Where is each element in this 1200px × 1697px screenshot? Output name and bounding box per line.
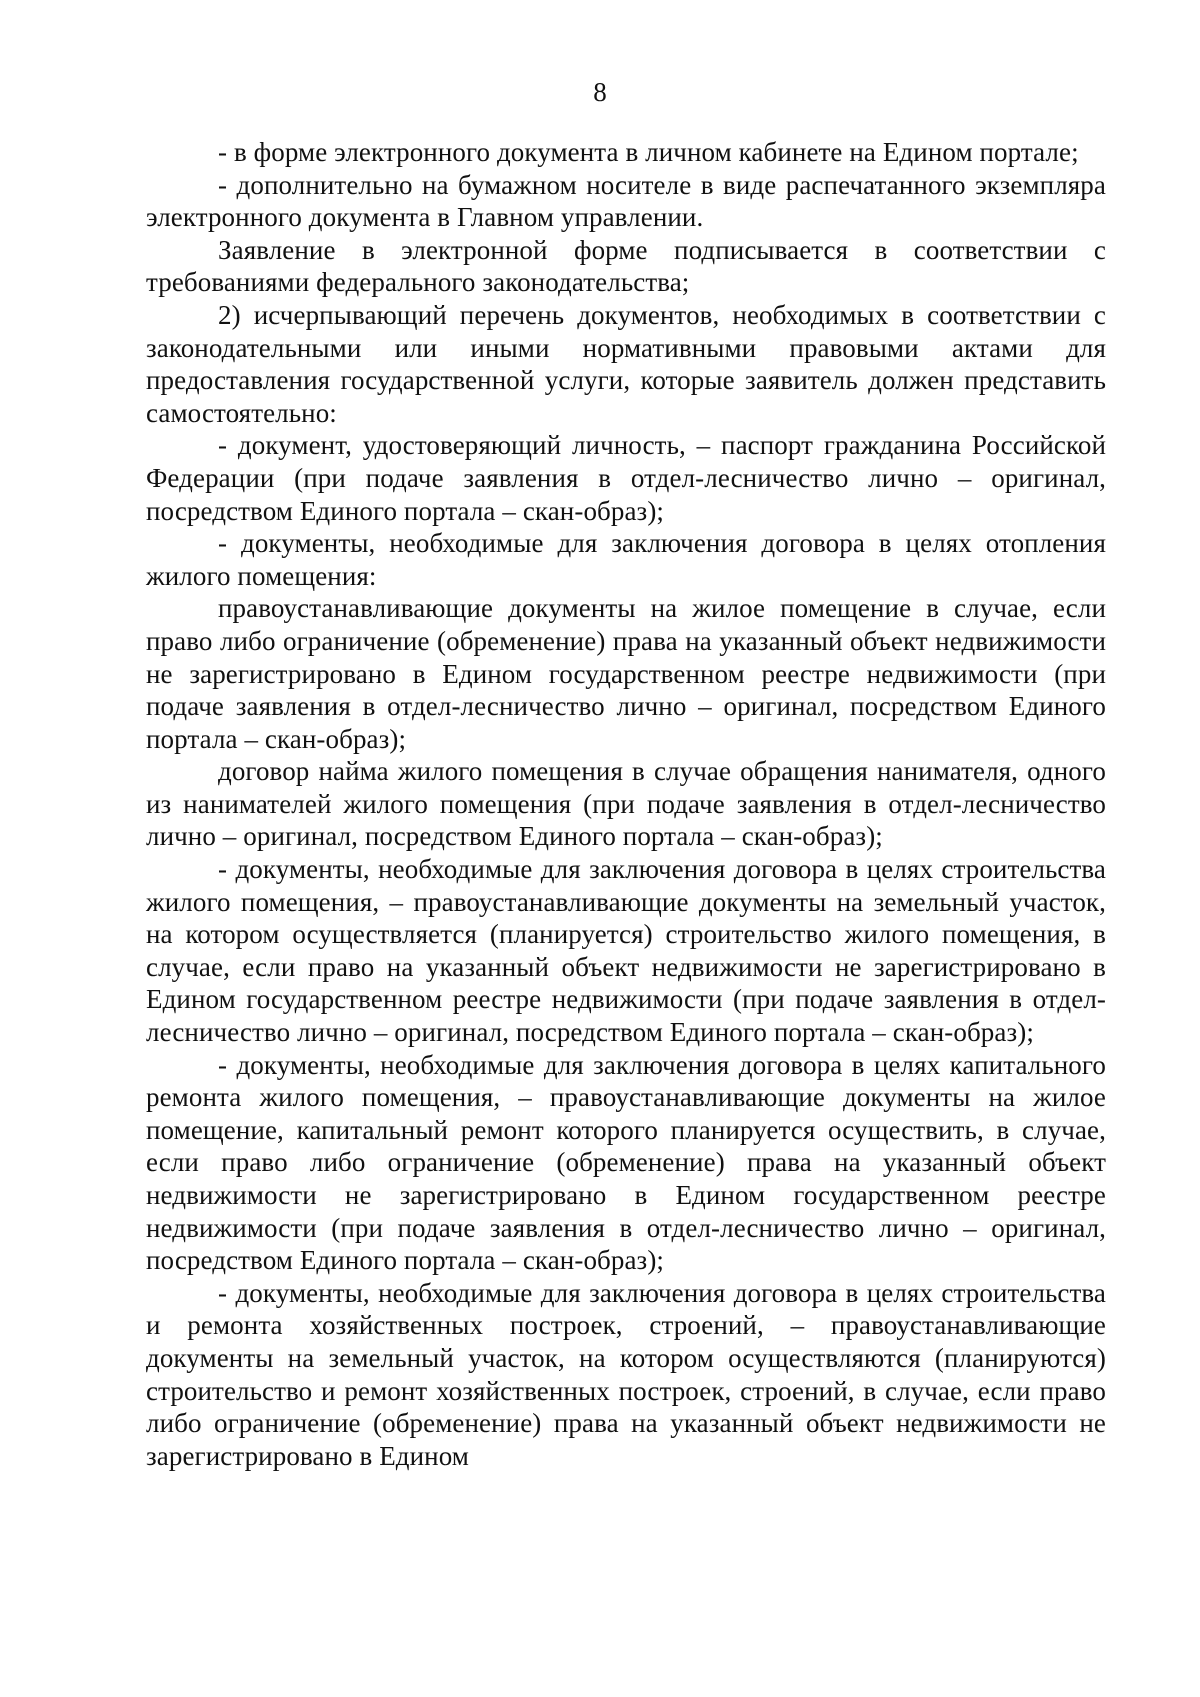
paragraph-title-documents: правоустанавливающие документы на жилое помещение в случае, если право либо ограничение (обременение) права на указанный объект недвижимости не зарегистрировано в Едином государственном реестре недвижимости (при подаче заявления в отдел-лесничество лично – оригинал, посредством Единого портала – скан-образ); (146, 593, 1106, 754)
paragraph-heating-documents: - документы, необходимые для заключения договора в целях отопления жилого помещения: (146, 528, 1106, 591)
paragraph-document-list: 2) исчерпывающий перечень документов, необходимых в соответствии с законодательными или иными нормативными правовыми актами для предоставления государственной услуги, которые заявитель должен представить самостоятельно: (146, 299, 1106, 428)
page-number: 8 (593, 77, 607, 107)
paragraph-capital-repair-documents: - документы, необходимые для заключения договора в целях капитального ремонта жилого помещения, – правоустанавливающие документы на жилое помещение, капитальный ремонт которого планируется осуществить, в случае, если право либо ограничение (обременение) права на указанный объект недвижимости не зарегистрировано в Едином государственном реестре недвижимости (при подаче заявления в отдел-лесничество лично – оригинал, посредством Единого портала – скан-образ); (146, 1049, 1106, 1276)
document-body (146, 136, 1106, 1472)
paragraph-outbuildings-documents: - документы, необходимые для заключения договора в целях строительства и ремонта хозяйственных построек, строений, – правоустанавливающие документы на земельный участок, на котором осуществляются (планируются) строительство и ремонт хозяйственных построек, строений, в случае, если право либо ограничение (обременение) права на указанный объект недвижимости не зарегистрировано в Едином (146, 1277, 1106, 1471)
paragraph-paper-form: - дополнительно на бумажном носителе в виде распечатанного экземпляра электронного документа в Главном управлении. (146, 169, 1106, 233)
paragraph-construction-documents: - документы, необходимые для заключения договора в целях строительства жилого помещения, – правоустанавливающие документы на земельный участок, на котором осуществляется (планируется) строительство жилого помещения, в случае, если право на указанный объект недвижимости не зарегистрировано в Едином государственном реестре недвижимости (при подаче заявления в отдел-лесничество лично – оригинал, посредством Единого портала – скан-образ); (146, 854, 1106, 1048)
paragraph-identity-document: - документ, удостоверяющий личность, – паспорт гражданина Российской Федерации (при подаче заявления в отдел-лесничество лично – оригинал, посредством Единого портала – скан-образ); (146, 430, 1106, 526)
paragraph-signature: Заявление в электронной форме подписывается в соответствии с требованиями федерального законодательства; (146, 234, 1106, 298)
paragraph-lease-agreement: договор найма жилого помещения в случае обращения нанимателя, одного из нанимателей жилого помещения (при подаче заявления в отдел-лесничество лично – оригинал, посредством Единого портала – скан-образ); (146, 756, 1106, 852)
paragraph-electronic-form: - в форме электронного документа в личном кабинете на Едином портале; (218, 137, 1079, 167)
